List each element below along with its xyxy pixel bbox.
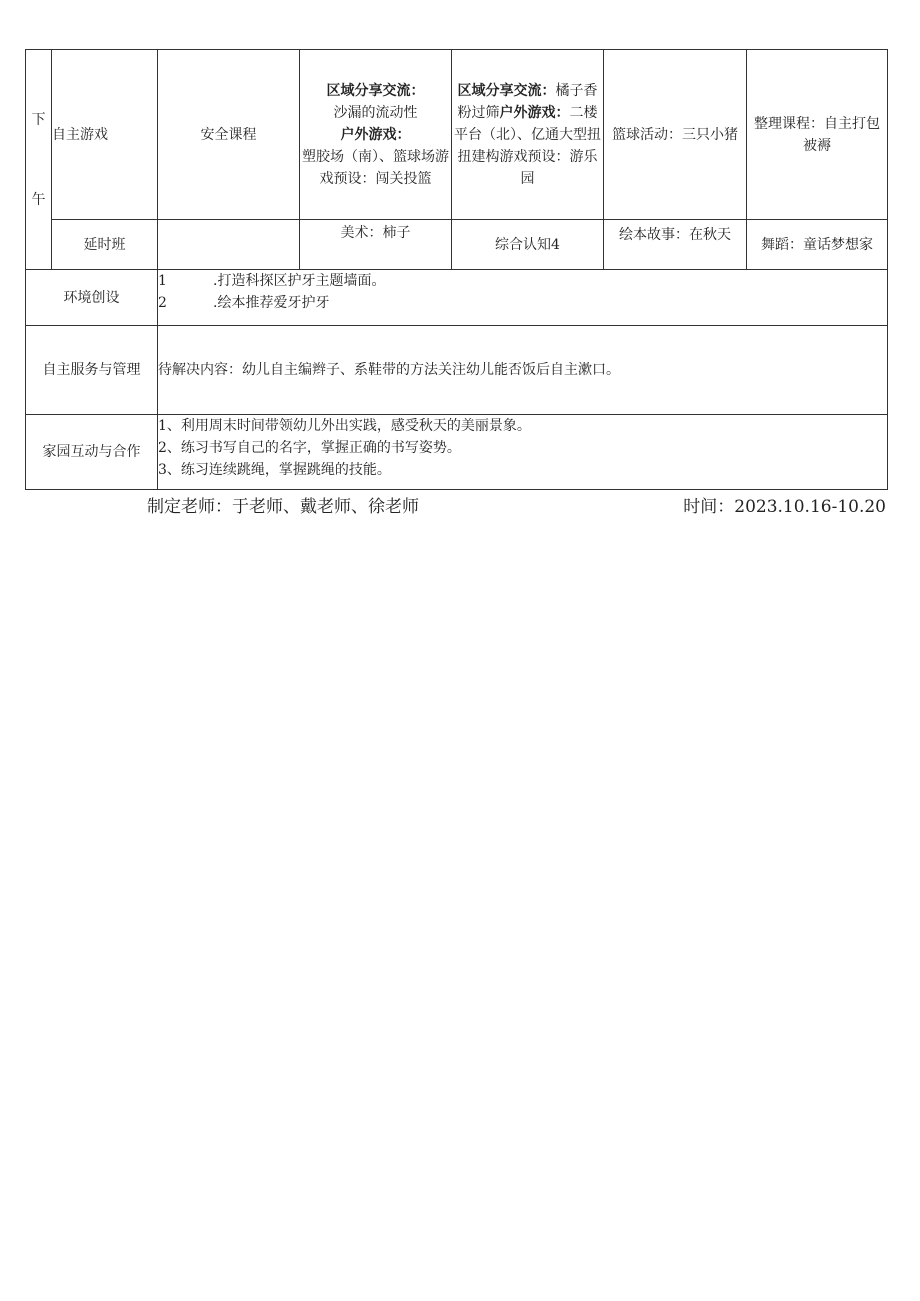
environment-item: 1 .打造科探区护牙主题墙面。 — [158, 273, 386, 289]
schedule-table — [25, 49, 888, 490]
extended-wednesday: 综合认知4 — [452, 220, 604, 270]
free-play-thursday: 篮球活动：三只小猪 — [604, 50, 747, 220]
environment-item: 2 .绘本推荐爱牙护牙 — [158, 295, 330, 311]
home-school-label: 家园互动与合作 — [26, 415, 158, 490]
footer-teachers: 制定老师：于老师、戴老师、徐老师 — [147, 497, 419, 517]
free-play-monday: 安全课程 — [158, 50, 300, 220]
extended-class-row — [26, 220, 888, 270]
self-service-label: 自主服务与管理 — [26, 326, 158, 415]
footer-date: 时间：2023.10.16-10.20 — [683, 497, 886, 517]
home-school-item: 3、练习连续跳绳，掌握跳绳的技能。 — [158, 462, 391, 478]
free-play-row — [26, 50, 888, 220]
extended-friday: 舞蹈：童话梦想家 — [747, 220, 888, 270]
extended-monday — [158, 220, 300, 270]
home-school-row — [26, 415, 888, 490]
extended-tuesday: 美术：柿子 — [300, 220, 452, 270]
home-school-content — [158, 415, 888, 490]
home-school-item: 2、练习书写自己的名字，掌握正确的书写姿势。 — [158, 440, 461, 456]
environment-content — [158, 270, 888, 326]
afternoon-section-label: 下 午 — [26, 50, 52, 270]
free-play-wednesday: 区域分享交流：橘子香粉过筛户外游戏：二楼平台（北）、亿通大型扭扭建构游戏预设：游乐园 — [452, 50, 604, 220]
environment-label: 环境创设 — [26, 270, 158, 326]
environment-row — [26, 270, 888, 326]
self-service-content: 待解决内容：幼儿自主编辫子、系鞋带的方法关注幼儿能否饭后自主漱口。 — [158, 326, 888, 415]
home-school-item: 1、利用周末时间带领幼儿外出实践，感受秋天的美丽景象。 — [158, 418, 531, 434]
free-play-label: 自主游戏 — [52, 50, 158, 220]
free-play-friday: 整理课程：自主打包被褥 — [747, 50, 888, 220]
extended-thursday: 绘本故事：在秋天 — [604, 220, 747, 270]
self-service-row — [26, 326, 888, 415]
free-play-tuesday: 区域分享交流： 沙漏的流动性 户外游戏： 塑胶场（南）、篮球场游戏预设：闯关投篮 — [300, 50, 452, 220]
extended-class-label: 延时班 — [52, 220, 158, 270]
